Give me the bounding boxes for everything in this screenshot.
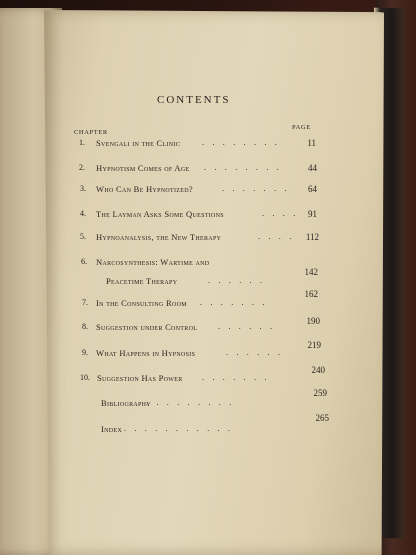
chapter-title: Svengali in the Clinic — [96, 138, 181, 148]
chapter-number: 1. — [79, 138, 85, 147]
page-number: 240 — [311, 365, 325, 375]
leader-dots: . . . . . . . . . — [146, 398, 235, 407]
leader-dots: . . . . . . — [226, 348, 284, 357]
chapter-title: Suggestion Has Power — [97, 373, 183, 383]
chapter-number: 9. — [82, 348, 88, 357]
toc-entry — [0, 289, 416, 312]
page-number: 142 — [304, 267, 318, 277]
toc-entry — [0, 209, 416, 223]
toc-entry — [0, 163, 416, 177]
chapter-title: What Happens in Hypnosis — [96, 348, 196, 358]
chapter-number: 10. — [80, 373, 90, 382]
leader-dots: . . . . . . . — [200, 298, 268, 307]
chapter-title: Hypnoanalysis, the New Therapy — [96, 232, 222, 242]
page-number: 162 — [304, 289, 318, 299]
contents-heading: CONTENTS — [157, 94, 231, 106]
chapter-number: 7. — [82, 298, 88, 307]
page-number: 11 — [307, 138, 316, 148]
page-number: 219 — [307, 340, 321, 350]
chapter-title-line-2: Peacetime Therapy — [106, 276, 178, 286]
page-number: 112 — [305, 232, 319, 242]
page-number: 190 — [306, 316, 320, 326]
toc-entry — [0, 257, 416, 271]
page-number: 44 — [308, 163, 317, 173]
page-number: 265 — [315, 413, 329, 423]
leader-dots: . . . . . . . . — [204, 163, 282, 172]
page-number: 91 — [308, 209, 317, 219]
chapter-number: 8. — [82, 322, 88, 331]
toc-entry — [0, 365, 416, 387]
chapter-title: In the Consulting Room — [96, 298, 187, 308]
chapter-column-label: CHAPTER — [74, 129, 108, 136]
chapter-number: 6. — [81, 257, 87, 266]
toc-entry — [0, 184, 416, 198]
chapter-title: Narcosynthesis: Wartime and — [96, 257, 210, 267]
section-title: Index — [101, 424, 122, 434]
page-number: 64 — [308, 184, 317, 194]
leader-dots: . . . . — [258, 232, 295, 241]
section-title: Bibliography — [101, 398, 151, 408]
page-column-label: PAGE — [292, 124, 311, 131]
toc-entry-index — [0, 413, 416, 438]
leader-dots: . . . . . . . — [202, 373, 270, 382]
toc-entry — [0, 232, 416, 246]
leader-dots: . . . . . . — [218, 322, 276, 331]
page-number: 259 — [313, 388, 327, 398]
leader-dots: . . . . — [262, 209, 299, 218]
chapter-number: 2. — [79, 163, 85, 172]
leader-dots: . . . . . . . . — [202, 138, 280, 147]
toc-entry — [0, 138, 416, 152]
chapter-title: The Layman Asks Some Questions — [96, 209, 224, 219]
leader-dots: . . . . . . . — [222, 184, 290, 193]
chapter-title: Who Can Be Hypnotized? — [96, 184, 193, 194]
leader-dots: . . . . . . . . . . . — [124, 424, 234, 433]
toc-entry-bibliography — [0, 388, 416, 412]
chapter-number: 3. — [80, 184, 86, 193]
toc-entry-continued — [0, 267, 416, 290]
chapter-title: Hypnotism Comes of Age — [96, 163, 190, 173]
toc-entry — [0, 316, 416, 336]
toc-entry — [0, 340, 416, 362]
chapter-number: 5. — [80, 232, 86, 241]
chapter-number: 4. — [80, 209, 86, 218]
leader-dots: . . . . . . — [208, 276, 266, 285]
chapter-title: Suggestion under Control — [96, 322, 198, 332]
